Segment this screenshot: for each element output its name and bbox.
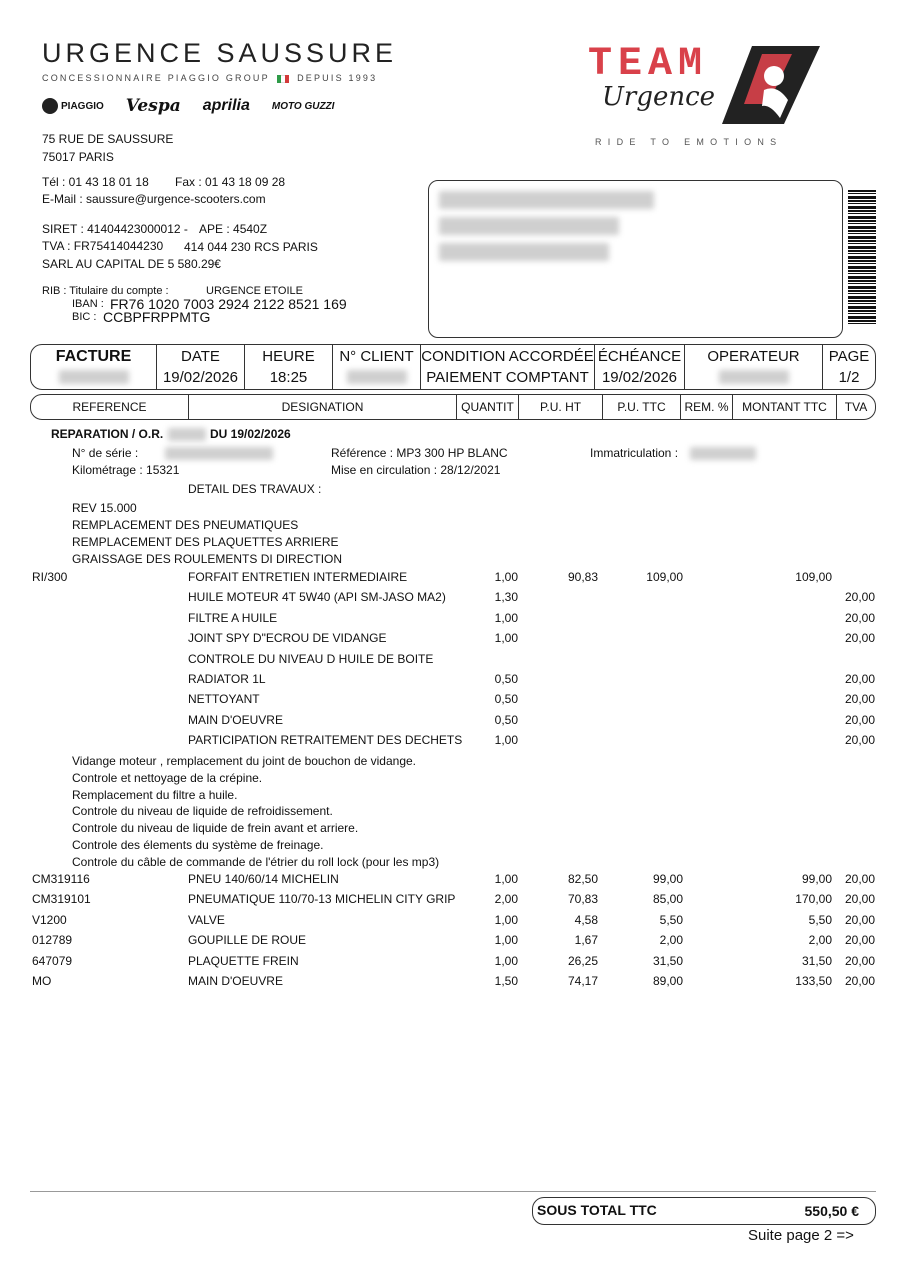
line-designation: CONTROLE DU NIVEAU D HUILE DE BOITE [188, 651, 434, 666]
operateur-cell: OPERATEUR [685, 345, 823, 389]
line-montant: 133,50 [795, 974, 832, 988]
ape: APE : 4540Z [199, 222, 268, 236]
col-montant: MONTANT TTC [733, 395, 837, 419]
line-pu-ttc: 89,00 [652, 974, 683, 988]
rcs: 414 044 230 RCS PARIS [184, 240, 318, 254]
invoice-header [30, 344, 876, 390]
line-pu-ht: 4,58 [574, 912, 598, 927]
line-tva: 20,00 [844, 912, 875, 927]
rib-holder: URGENCE ETOILE [206, 285, 303, 297]
detail-title: DETAIL DES TRAVAUX : [188, 482, 322, 496]
col-tva: TVA [844, 400, 868, 414]
line-quantity: 0,50 [494, 712, 518, 727]
repair-title: REPARATION / O.R. [51, 427, 164, 441]
line-pu-ttc: 109,00 [646, 570, 683, 584]
rider-emblem-icon [722, 44, 822, 126]
work-item: REMPLACEMENT DES PLAQUETTES ARRIERE [72, 535, 339, 549]
note-line: Controle du niveau de liquide de refroidissement. [72, 804, 333, 819]
line-quantity: 1,00 [494, 570, 518, 584]
col-remise: REM. % [681, 395, 733, 419]
work-item: GRAISSAGE DES ROULEMENTS DI DIRECTION [72, 552, 343, 566]
line-montant: 170,00 [795, 892, 832, 907]
line-reference: CM319101 [32, 892, 91, 907]
work-item: REV 15.000 [72, 501, 137, 515]
line-montant: 109,00 [795, 570, 832, 584]
line-designation: MAIN D'OEUVRE [188, 974, 283, 988]
vespa-logo: Vespa [125, 96, 181, 116]
line-reference: V1200 [32, 912, 67, 927]
col-pu-ht: P.U. HT [519, 395, 603, 419]
line-quantity: 0,50 [494, 672, 518, 686]
line-designation: FORFAIT ENTRETIEN INTERMEDIAIRE [188, 570, 408, 584]
line-designation: HUILE MOTEUR 4T 5W40 (API SM-JASO MA2) [188, 590, 446, 605]
line-designation: PNEU 140/60/14 MICHELIN [188, 872, 339, 886]
line-designation: PARTICIPATION RETRAITEMENT DES DECHETS [188, 733, 463, 748]
line-montant: 5,50 [808, 912, 832, 927]
line-pu-ttc: 99,00 [652, 872, 683, 886]
serie-label: N° de série : [72, 446, 139, 460]
line-reference: CM319116 [32, 872, 90, 886]
line-pu-ht: 82,50 [567, 872, 598, 886]
heure-cell: HEURE 18:25 [245, 345, 333, 389]
tva-number: TVA : FR75414044230 [42, 239, 164, 253]
line-pu-ht: 1,67 [574, 933, 598, 948]
col-quantite: QUANTIT [457, 395, 519, 419]
line-quantity: 2,00 [494, 892, 518, 907]
line-designation: MAIN D'OEUVRE [188, 712, 283, 727]
note-line: Remplacement du filtre a huile. [72, 787, 238, 802]
line-pu-ttc: 85,00 [652, 892, 683, 907]
line-quantity: 1,00 [494, 733, 518, 748]
line-tva: 20,00 [844, 733, 875, 748]
line-tva: 20,00 [844, 892, 875, 907]
line-tva: 20,00 [844, 692, 875, 707]
line-quantity: 1,00 [494, 912, 518, 927]
line-pu-ttc: 31,50 [652, 953, 683, 968]
address-line-1: 75 RUE DE SAUSSURE [42, 132, 174, 146]
mise-en-circulation: Mise en circulation : 28/12/2021 [331, 463, 501, 477]
line-quantity: 1,30 [494, 590, 518, 605]
line-designation: FILTRE A HUILE [188, 610, 278, 625]
line-tva: 20,00 [844, 631, 875, 646]
team-slogan: RIDE TO EMOTIONS [595, 137, 783, 147]
line-quantity: 0,50 [494, 692, 518, 707]
kilometrage: Kilométrage : 15321 [72, 463, 180, 477]
note-line: Vidange moteur , remplacement du joint de bouchon de vidange. [72, 754, 417, 768]
repair-date: DU 19/02/2026 [210, 427, 291, 441]
subtotal-value: 550,50 € [804, 1203, 859, 1219]
line-pu-ht: 70,83 [567, 892, 598, 907]
line-reference: 012789 [32, 933, 73, 948]
subtotal-label: SOUS TOTAL TTC [537, 1202, 657, 1218]
brand-logos [42, 96, 334, 116]
line-quantity: 1,50 [494, 974, 518, 988]
line-tva: 20,00 [844, 712, 875, 727]
line-quantity: 1,00 [494, 953, 518, 968]
aprilia-logo: aprilia [202, 97, 250, 114]
address-line-2: 75017 PARIS [42, 150, 114, 164]
bic: CCBPFRPPMTG [103, 309, 211, 325]
line-quantity: 1,00 [494, 872, 518, 886]
email: E-Mail : saussure@urgence-scooters.com [42, 192, 266, 206]
condition-cell: CONDITION ACCORDÉE PAIEMENT COMPTANT [421, 345, 595, 389]
siret: SIRET : 41404423000012 - [42, 222, 188, 236]
capital: SARL AU CAPITAL DE 5 580.29€ [42, 257, 221, 271]
iban: FR76 1020 7003 2924 2122 8521 169 [110, 296, 347, 312]
note-line: Controle du niveau de liquide de frein avant et arriere. [72, 821, 359, 836]
team-logo-word: TEAM [588, 42, 709, 87]
line-pu-ht: 26,25 [567, 953, 598, 968]
team-logo-script: Urgence [602, 82, 716, 112]
moto-guzzi-logo: MOTO GUZZI [271, 100, 335, 112]
tagline-left: CONCESSIONNAIRE PIAGGIO GROUP [42, 73, 270, 83]
vehicle-reference: Référence : MP3 300 HP BLANC [331, 446, 508, 460]
client-cell: N° CLIENT [333, 345, 421, 389]
immat-label: Immatriculation : [590, 446, 679, 460]
line-quantity: 1,00 [494, 610, 518, 625]
note-line: Controle des élements du système de freinage. [72, 838, 324, 852]
line-reference: MO [32, 974, 52, 988]
col-pu-ttc: P.U. TTC [603, 395, 681, 419]
tagline-right: DEPUIS 1993 [297, 73, 378, 83]
company-name: URGENCE SAUSSURE [42, 38, 398, 68]
footer-rule [30, 1191, 876, 1192]
line-tva: 20,00 [844, 610, 875, 625]
line-designation: JOINT SPY D"ECROU DE VIDANGE [188, 631, 387, 646]
fax: Fax : 01 43 18 09 28 [175, 175, 286, 189]
line-tva: 20,00 [844, 933, 875, 948]
line-tva: 20,00 [844, 672, 875, 686]
line-reference: 647079 [32, 953, 73, 968]
line-designation: PNEUMATIQUE 110/70-13 MICHELIN CITY GRIP [188, 892, 456, 907]
line-reference: RI/300 [32, 570, 68, 584]
iban-label: IBAN : [72, 298, 104, 310]
line-tva: 20,00 [844, 872, 875, 886]
line-quantity: 1,00 [494, 631, 518, 646]
column-header [30, 394, 876, 420]
work-item: REMPLACEMENT DES PNEUMATIQUES [72, 518, 299, 532]
echeance-cell: ÉCHÉANCE 19/02/2026 [595, 345, 685, 389]
line-tva: 20,00 [844, 590, 875, 605]
line-montant: 31,50 [801, 953, 832, 968]
line-pu-ttc: 5,50 [659, 912, 683, 927]
bic-label: BIC : [72, 311, 97, 323]
phone: Tél : 01 43 18 01 18 [42, 175, 149, 189]
page-cell: PAGE 1/2 [828, 348, 870, 386]
date-cell: DATE 19/02/2026 [157, 345, 245, 389]
line-pu-ht: 74,17 [567, 974, 598, 988]
line-designation: GOUPILLE DE ROUE [188, 933, 307, 948]
piaggio-logo: PIAGGIO [42, 98, 104, 114]
line-tva: 20,00 [844, 974, 875, 988]
line-designation: NETTOYANT [188, 692, 260, 707]
italy-flag-icon [277, 75, 289, 83]
rib-label: RIB : Titulaire du compte : [42, 285, 169, 297]
line-pu-ht: 90,83 [567, 570, 598, 584]
piaggio-mark-icon [42, 98, 58, 114]
company-tagline [42, 73, 377, 83]
line-quantity: 1,00 [494, 933, 518, 948]
line-designation: VALVE [188, 912, 225, 927]
col-designation: DESIGNATION [189, 395, 457, 419]
line-pu-ttc: 2,00 [659, 933, 683, 948]
note-line: Controle et nettoyage de la crépine. [72, 770, 263, 785]
barcode-icon [848, 190, 876, 326]
line-designation: PLAQUETTE FREIN [188, 953, 299, 968]
col-reference: REFERENCE [31, 395, 189, 419]
client-address-box [428, 180, 843, 338]
note-line: Controle du câble de commande de l'étrier du roll lock (pour les mp3) [72, 854, 440, 869]
line-montant: 2,00 [808, 933, 832, 948]
line-montant: 99,00 [801, 872, 832, 886]
subtotal-box [532, 1197, 876, 1225]
facture-cell: FACTURE [31, 345, 157, 389]
line-designation: RADIATOR 1L [188, 672, 266, 686]
continue-page: Suite page 2 => [748, 1227, 854, 1244]
line-tva: 20,00 [844, 953, 875, 968]
